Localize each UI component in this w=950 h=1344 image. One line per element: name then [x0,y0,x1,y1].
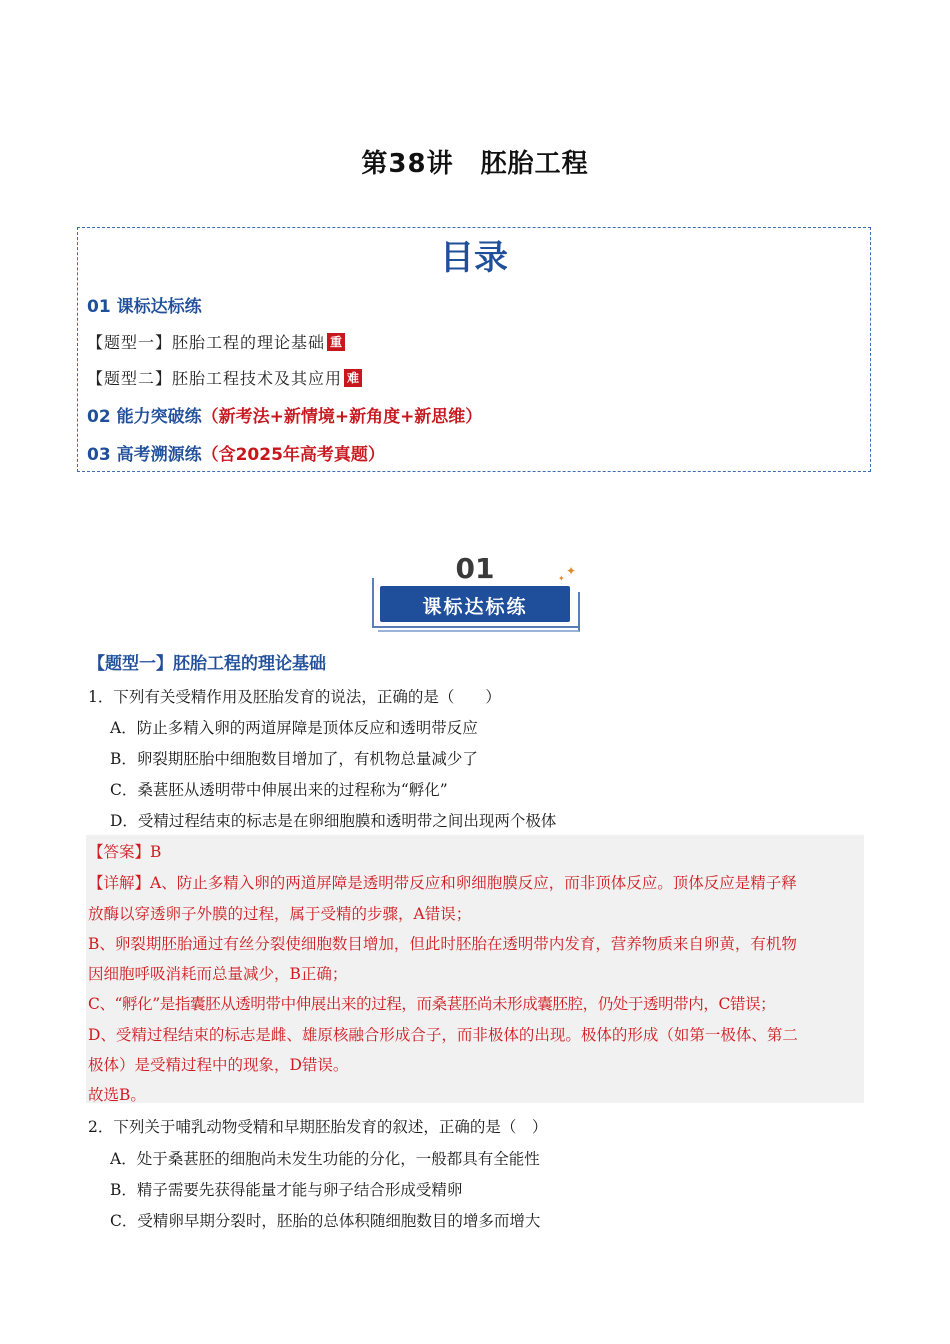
explanation-line-7: 极体）是受精过程中的现象，D错误。 [88,1056,349,1074]
sparkle-small-icon: ✦ [558,574,565,583]
toc-heading: 目录 [440,238,508,278]
toc-section-1[interactable]: 01 课标达标练 [87,297,202,317]
toc-section-3-note: （含2025年高考真题） [201,445,385,465]
toc-section-3[interactable] [87,440,385,465]
question-2-option-b: B．精子需要先获得能量才能与卵子结合形成受精卵 [110,1181,463,1199]
question-2-option-c: C．受精卵早期分裂时，胚胎的总体积随细胞数目的增多而增大 [110,1212,541,1230]
explanation-line-3: B、卵裂期胚胎通过有丝分裂使细胞数目增加，但此时胚胎在透明带内发育，营养物质来自卵黄，有机物 [88,935,797,953]
explanation-line-8: 故选B。 [88,1086,146,1104]
page-title: 第38讲 胚胎工程 [361,149,589,179]
toc-item-2[interactable] [87,366,362,389]
banner-label: 课标达标练 [422,596,528,618]
difficult-badge: 难 [344,369,362,387]
toc-box [77,227,871,472]
toc-section-2[interactable] [87,402,482,427]
explanation-line-1 [88,871,797,893]
toc-item-1[interactable] [87,330,345,353]
section-heading: 【题型一】胚胎工程的理论基础 [88,654,326,674]
section-banner [370,552,580,630]
toc-item-1-label: 【题型一】胚胎工程的理论基础 [87,333,326,352]
question-1-stem: 1．下列有关受精作用及胚胎发育的说法，正确的是（ ） [88,688,501,706]
answer-label: 【答案】B [88,843,162,861]
banner-number: 01 [455,552,495,585]
toc-section-3-label: 03 高考溯源练 [87,445,202,465]
toc-section-2-note: （新考法+新情境+新角度+新思维） [201,407,483,427]
question-2-option-a: A．处于桑葚胚的细胞尚未发生功能的分化，一般都具有全能性 [110,1150,540,1168]
explanation-line-4: 因细胞呼吸消耗而总量减少，B正确； [88,965,348,983]
question-1-option-b: B．卵裂期胚胎中细胞数目增加了，有机物总量减少了 [110,750,478,768]
explanation-label: 【详解】 [88,874,151,892]
question-1-option-a: A．防止多精入卵的两道屏障是顶体反应和透明带反应 [110,719,478,737]
toc-section-2-label: 02 能力突破练 [87,407,202,427]
toc-item-2-label: 【题型二】胚胎工程技术及其应用 [87,369,343,388]
explanation-text-1: A、防止多精入卵的两道屏障是透明带反应和卵细胞膜反应，而非顶体反应。顶体反应是精子释 [150,874,797,892]
explanation-line-5: C、“孵化”是指囊胚从透明带中伸展出来的过程，而桑葚胚尚未形成囊胚腔，仍处于透明带内，C错误； [88,995,776,1013]
question-2-stem: 2．下列关于哺乳动物受精和早期胚胎发育的叙述，正确的是（ ） [88,1118,548,1136]
banner-bar [380,586,570,622]
key-point-badge: 重 [327,333,345,351]
explanation-line-6: D、受精过程结束的标志是雌、雄原核融合形成合子，而非极体的出现。极体的形成（如第一极体、第二 [88,1026,798,1044]
question-1-option-d: D．受精过程结束的标志是在卵细胞膜和透明带之间出现两个极体 [110,812,557,830]
explanation-line-2: 放酶以穿透卵子外膜的过程，属于受精的步骤，A错误； [88,905,472,923]
question-1-option-c: C．桑葚胚从透明带中伸展出来的过程称为“孵化” [110,781,448,799]
sparkle-icon: ✦ [566,564,577,578]
